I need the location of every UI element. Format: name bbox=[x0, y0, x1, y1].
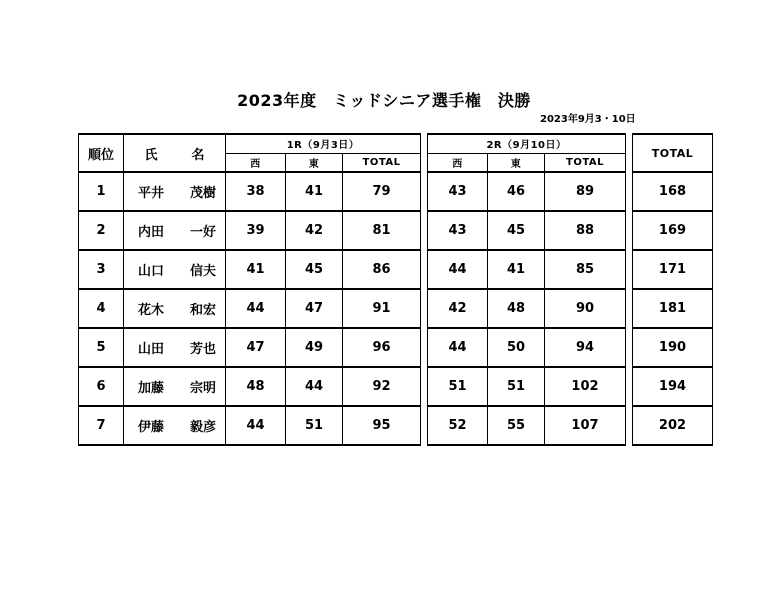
round1-east-score: 49 bbox=[286, 328, 343, 367]
round1-total-score: 95 bbox=[343, 406, 421, 445]
grand-total-score: 194 bbox=[633, 367, 713, 406]
round1-west-score: 44 bbox=[226, 289, 286, 328]
page-title: 2023年度 ミッドシニア選手権 決勝 bbox=[237, 91, 531, 110]
table-row bbox=[428, 406, 626, 445]
round2-total-score: 88 bbox=[545, 211, 626, 250]
table-row bbox=[79, 367, 421, 406]
table-row bbox=[79, 250, 421, 289]
round2-east-score: 45 bbox=[488, 211, 545, 250]
player-family-name: 花木 bbox=[138, 303, 165, 318]
round1-east-score: 51 bbox=[286, 406, 343, 445]
grand-total-score: 202 bbox=[633, 406, 713, 445]
round2-east-score: 50 bbox=[488, 328, 545, 367]
player-name-cell bbox=[124, 328, 226, 367]
round2-east-score: 51 bbox=[488, 367, 545, 406]
header-round1-east: 東 bbox=[286, 153, 343, 172]
round2-east-score: 55 bbox=[488, 406, 545, 445]
table-row bbox=[633, 367, 713, 406]
round2-total-score: 102 bbox=[545, 367, 626, 406]
rank-cell: 2 bbox=[79, 211, 124, 250]
round2-block bbox=[427, 133, 626, 446]
round2-west-score: 44 bbox=[428, 250, 488, 289]
round1-total-score: 96 bbox=[343, 328, 421, 367]
round2-east-score: 48 bbox=[488, 289, 545, 328]
round1-west-score: 44 bbox=[226, 406, 286, 445]
table-row bbox=[79, 328, 421, 367]
round2-west-score: 43 bbox=[428, 211, 488, 250]
rank-cell: 5 bbox=[79, 328, 124, 367]
player-name-cell bbox=[124, 250, 226, 289]
round1-west-score: 47 bbox=[226, 328, 286, 367]
header-name bbox=[124, 134, 226, 172]
player-name-cell bbox=[124, 406, 226, 445]
round2-total-score: 89 bbox=[545, 172, 626, 211]
round2-west-score: 43 bbox=[428, 172, 488, 211]
round1-total-score: 79 bbox=[343, 172, 421, 211]
table-row bbox=[428, 250, 626, 289]
round1-east-score: 44 bbox=[286, 367, 343, 406]
table-row bbox=[79, 406, 421, 445]
table-row bbox=[633, 406, 713, 445]
event-date: 2023年9月3・10日 bbox=[540, 114, 636, 125]
player-given-name: 芳也 bbox=[190, 342, 217, 357]
table-row bbox=[633, 211, 713, 250]
player-name-cell bbox=[124, 211, 226, 250]
header-name-family: 氏 bbox=[144, 147, 158, 163]
round1-total-score: 92 bbox=[343, 367, 421, 406]
round2-west-score: 51 bbox=[428, 367, 488, 406]
results-table bbox=[78, 133, 713, 446]
player-given-name: 一好 bbox=[190, 225, 217, 240]
table-row bbox=[633, 250, 713, 289]
player-family-name: 山田 bbox=[138, 342, 165, 357]
round1-east-score: 45 bbox=[286, 250, 343, 289]
header-round1-total: TOTAL bbox=[343, 153, 421, 172]
grand-total-score: 181 bbox=[633, 289, 713, 328]
table-row bbox=[428, 172, 626, 211]
player-given-name: 宗明 bbox=[190, 381, 217, 396]
grand-total-score: 169 bbox=[633, 211, 713, 250]
round2-west-score: 42 bbox=[428, 289, 488, 328]
grand-total-score: 190 bbox=[633, 328, 713, 367]
total-block bbox=[632, 133, 713, 446]
round2-total-score: 85 bbox=[545, 250, 626, 289]
round1-west-score: 48 bbox=[226, 367, 286, 406]
round1-east-score: 42 bbox=[286, 211, 343, 250]
round1-west-score: 41 bbox=[226, 250, 286, 289]
header-round2-west: 西 bbox=[428, 153, 488, 172]
header-round2-total: TOTAL bbox=[545, 153, 626, 172]
header-round1-west: 西 bbox=[226, 153, 286, 172]
player-name-cell bbox=[124, 172, 226, 211]
player-family-name: 内田 bbox=[138, 225, 165, 240]
round2-total-score: 107 bbox=[545, 406, 626, 445]
rank-cell: 3 bbox=[79, 250, 124, 289]
round2-west-score: 52 bbox=[428, 406, 488, 445]
player-given-name: 和宏 bbox=[190, 303, 217, 318]
player-given-name: 信夫 bbox=[190, 264, 217, 279]
round2-west-score: 44 bbox=[428, 328, 488, 367]
player-family-name: 加藤 bbox=[138, 381, 165, 396]
table-row bbox=[79, 172, 421, 211]
header-round1: 1R（9月3日） bbox=[226, 134, 421, 153]
rank-cell: 1 bbox=[79, 172, 124, 211]
player-given-name: 毅彦 bbox=[190, 420, 217, 435]
table-row bbox=[428, 367, 626, 406]
rank-cell: 6 bbox=[79, 367, 124, 406]
header-round2-east: 東 bbox=[488, 153, 545, 172]
round2-total-score: 90 bbox=[545, 289, 626, 328]
header-round2: 2R（9月10日） bbox=[428, 134, 626, 153]
player-family-name: 伊藤 bbox=[138, 420, 165, 435]
table-row bbox=[428, 289, 626, 328]
rank-cell: 4 bbox=[79, 289, 124, 328]
header-grand-total: TOTAL bbox=[633, 134, 713, 172]
round2-east-score: 46 bbox=[488, 172, 545, 211]
round1-block bbox=[78, 133, 421, 446]
round1-west-score: 38 bbox=[226, 172, 286, 211]
round2-total-score: 94 bbox=[545, 328, 626, 367]
table-row bbox=[79, 211, 421, 250]
round1-west-score: 39 bbox=[226, 211, 286, 250]
table-row bbox=[633, 328, 713, 367]
player-given-name: 茂樹 bbox=[190, 186, 217, 201]
player-family-name: 平井 bbox=[138, 186, 165, 201]
header-rank: 順位 bbox=[79, 134, 124, 172]
round1-east-score: 47 bbox=[286, 289, 343, 328]
round1-total-score: 81 bbox=[343, 211, 421, 250]
player-name-cell bbox=[124, 289, 226, 328]
player-name-cell bbox=[124, 367, 226, 406]
grand-total-score: 171 bbox=[633, 250, 713, 289]
header-name-given: 名 bbox=[191, 147, 205, 163]
round2-east-score: 41 bbox=[488, 250, 545, 289]
table-row bbox=[79, 289, 421, 328]
round1-total-score: 91 bbox=[343, 289, 421, 328]
player-family-name: 山口 bbox=[138, 264, 165, 279]
rank-cell: 7 bbox=[79, 406, 124, 445]
table-row bbox=[633, 172, 713, 211]
table-row bbox=[633, 289, 713, 328]
table-row bbox=[428, 211, 626, 250]
table-row bbox=[428, 328, 626, 367]
grand-total-score: 168 bbox=[633, 172, 713, 211]
round1-total-score: 86 bbox=[343, 250, 421, 289]
round1-east-score: 41 bbox=[286, 172, 343, 211]
